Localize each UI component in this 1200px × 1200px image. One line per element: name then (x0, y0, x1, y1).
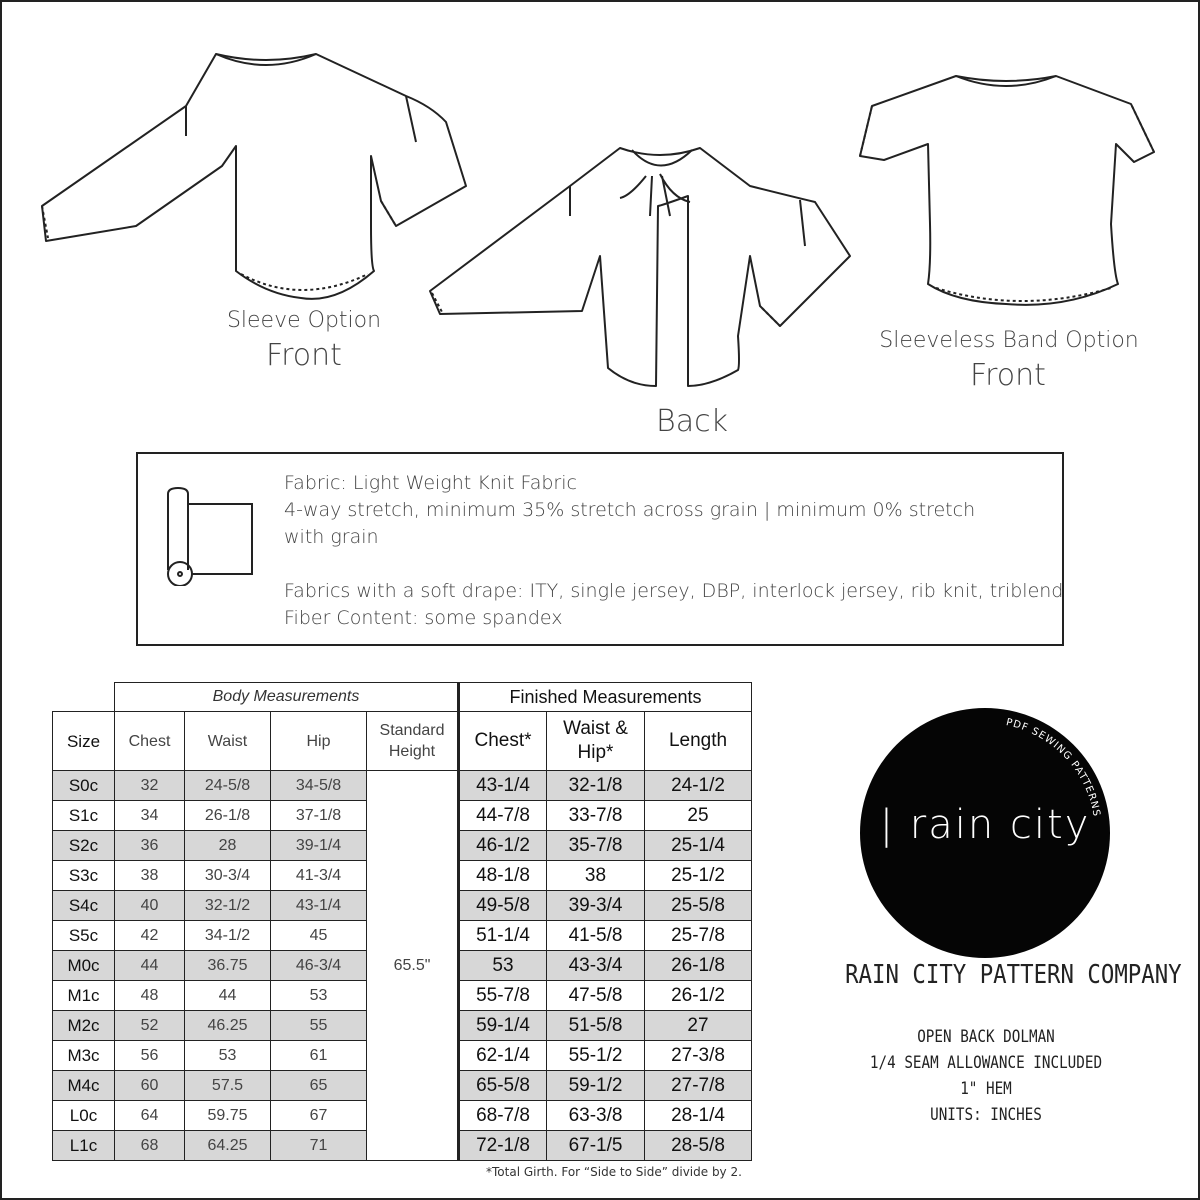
sleeveless-option-view: Front (970, 358, 1046, 393)
standard-height-cell: 65.5" (367, 771, 459, 1161)
fin-chest-cell: 68-7/8 (459, 1101, 547, 1131)
waist-cell: 32-1/2 (185, 891, 271, 921)
chest-cell: 56 (115, 1041, 185, 1071)
svg-text:PDF SEWING PATTERNS: PDF SEWING PATTERNS (1004, 717, 1102, 818)
size-cell: S3c (53, 861, 115, 891)
fin-waist-cell: 39-3/4 (547, 891, 645, 921)
fin-waist-cell: 41-5/8 (547, 921, 645, 951)
length-cell: 25-5/8 (645, 891, 752, 921)
size-cell: M3c (53, 1041, 115, 1071)
fin-waist-cell: 63-3/8 (547, 1101, 645, 1131)
waist-cell: 26-1/8 (185, 801, 271, 831)
sleeve-option-view: Front (266, 338, 342, 373)
pattern-info (860, 1024, 1112, 1128)
sleeve-front-sketch (36, 36, 476, 306)
fin-chest-cell: 72-1/8 (459, 1131, 547, 1161)
size-cell: M0c (53, 951, 115, 981)
fabric-suggestions: Fabrics with a soft drape: ITY, single jersey, DBP, interlock jersey, rib knit, triblend (284, 580, 1064, 602)
length-cell: 26-1/2 (645, 981, 752, 1011)
fin-chest-cell: 65-5/8 (459, 1071, 547, 1101)
length-cell: 28-5/8 (645, 1131, 752, 1161)
size-cell: L1c (53, 1131, 115, 1161)
waist-cell: 36.75 (185, 951, 271, 981)
length-cell: 26-1/8 (645, 951, 752, 981)
fin-chest-col-header: Chest* (459, 712, 547, 771)
fin-chest-cell: 62-1/4 (459, 1041, 547, 1071)
size-cell: M4c (53, 1071, 115, 1101)
sleeve-option-label: Sleeve Option (226, 308, 382, 333)
waist-cell: 59.75 (185, 1101, 271, 1131)
logo-text: | rain city (879, 802, 1091, 848)
hip-cell: 41-3/4 (271, 861, 367, 891)
sleeveless-option-label: Sleeveless Band Option (879, 328, 1139, 353)
hip-cell: 67 (271, 1101, 367, 1131)
fabric-stretch: 4-way stretch, minimum 35% stretch across grain | minimum 0% stretch (284, 499, 976, 521)
hip-cell: 53 (271, 981, 367, 1011)
fin-waist-col-header: Waist & Hip* (547, 712, 645, 771)
hip-cell: 61 (271, 1041, 367, 1071)
hip-cell: 45 (271, 921, 367, 951)
fin-waist-cell: 59-1/2 (547, 1071, 645, 1101)
fabric-info-box (136, 452, 1064, 646)
fin-waist-cell: 47-5/8 (547, 981, 645, 1011)
waist-col-header: Waist (185, 712, 271, 771)
fabric-type: Fabric: Light Weight Knit Fabric (284, 472, 577, 494)
hip-cell: 34-5/8 (271, 771, 367, 801)
size-cell: S5c (53, 921, 115, 951)
length-cell: 25-1/2 (645, 861, 752, 891)
chest-cell: 40 (115, 891, 185, 921)
seam-allowance: 1/4 SEAM ALLOWANCE INCLUDED (869, 1053, 1103, 1073)
chest-cell: 34 (115, 801, 185, 831)
fabric-stretch-cont: with grain (284, 526, 379, 548)
size-col-header: Size (53, 712, 115, 771)
fin-waist-cell: 33-7/8 (547, 801, 645, 831)
fin-length-col-header: Length (645, 712, 752, 771)
fin-waist-cell: 67-1/5 (547, 1131, 645, 1161)
chest-cell: 44 (115, 951, 185, 981)
size-chart (52, 682, 752, 1161)
fin-chest-cell: 55-7/8 (459, 981, 547, 1011)
length-cell: 27 (645, 1011, 752, 1041)
chest-cell: 68 (115, 1131, 185, 1161)
chest-cell: 64 (115, 1101, 185, 1131)
size-cell: M1c (53, 981, 115, 1011)
chest-cell: 38 (115, 861, 185, 891)
fin-waist-cell: 32-1/8 (547, 771, 645, 801)
height-col-header: Standard Height (367, 712, 459, 771)
footnote: *Total Girth. For “Side to Side” divide by 2. (486, 1165, 742, 1179)
fabric-fiber: Fiber Content: some spandex (284, 607, 563, 629)
fin-chest-cell: 53 (459, 951, 547, 981)
size-cell: S4c (53, 891, 115, 921)
sleeveless-front-sketch (856, 64, 1156, 314)
chest-cell: 48 (115, 981, 185, 1011)
waist-cell: 28 (185, 831, 271, 861)
length-cell: 27-7/8 (645, 1071, 752, 1101)
chest-cell: 60 (115, 1071, 185, 1101)
chest-cell: 36 (115, 831, 185, 861)
hip-cell: 71 (271, 1131, 367, 1161)
back-sketch (420, 136, 860, 396)
rain-city-logo (860, 708, 1110, 958)
table-row (53, 771, 752, 801)
chest-cell: 52 (115, 1011, 185, 1041)
waist-cell: 30-3/4 (185, 861, 271, 891)
fin-chest-cell: 43-1/4 (459, 771, 547, 801)
hip-cell: 37-1/8 (271, 801, 367, 831)
size-cell: S0c (53, 771, 115, 801)
length-cell: 24-1/2 (645, 771, 752, 801)
waist-cell: 53 (185, 1041, 271, 1071)
waist-cell: 24-5/8 (185, 771, 271, 801)
fin-chest-cell: 51-1/4 (459, 921, 547, 951)
size-cell: S2c (53, 831, 115, 861)
fin-chest-cell: 59-1/4 (459, 1011, 547, 1041)
hem-info: 1" HEM (960, 1079, 1012, 1099)
chest-cell: 32 (115, 771, 185, 801)
length-cell: 25-7/8 (645, 921, 752, 951)
fabric-roll-icon (162, 486, 262, 586)
hip-cell: 55 (271, 1011, 367, 1041)
length-cell: 25 (645, 801, 752, 831)
length-cell: 27-3/8 (645, 1041, 752, 1071)
fin-chest-cell: 44-7/8 (459, 801, 547, 831)
chest-cell: 42 (115, 921, 185, 951)
back-view-label: Back (656, 404, 728, 439)
waist-cell: 34-1/2 (185, 921, 271, 951)
pattern-name: OPEN BACK DOLMAN (917, 1027, 1055, 1047)
length-cell: 28-1/4 (645, 1101, 752, 1131)
company-name: RAIN CITY PATTERN COMPANY (845, 960, 1182, 990)
hip-cell: 39-1/4 (271, 831, 367, 861)
waist-cell: 57.5 (185, 1071, 271, 1101)
fin-waist-cell: 38 (547, 861, 645, 891)
size-cell: L0c (53, 1101, 115, 1131)
fabric-text (284, 470, 1063, 632)
finished-measurements-header: Finished Measurements (459, 683, 752, 712)
size-cell: M2c (53, 1011, 115, 1041)
size-cell: S1c (53, 801, 115, 831)
waist-cell: 64.25 (185, 1131, 271, 1161)
body-measurements-header: Body Measurements (115, 683, 459, 712)
fin-waist-cell: 43-3/4 (547, 951, 645, 981)
fin-waist-cell: 55-1/2 (547, 1041, 645, 1071)
waist-cell: 44 (185, 981, 271, 1011)
hip-cell: 43-1/4 (271, 891, 367, 921)
length-cell: 25-1/4 (645, 831, 752, 861)
hip-cell: 65 (271, 1071, 367, 1101)
hip-cell: 46-3/4 (271, 951, 367, 981)
waist-cell: 46.25 (185, 1011, 271, 1041)
fin-chest-cell: 49-5/8 (459, 891, 547, 921)
hip-col-header: Hip (271, 712, 367, 771)
fin-chest-cell: 46-1/2 (459, 831, 547, 861)
chest-col-header: Chest (115, 712, 185, 771)
fin-waist-cell: 51-5/8 (547, 1011, 645, 1041)
units-info: UNITS: INCHES (930, 1105, 1042, 1125)
fin-chest-cell: 48-1/8 (459, 861, 547, 891)
fin-waist-cell: 35-7/8 (547, 831, 645, 861)
